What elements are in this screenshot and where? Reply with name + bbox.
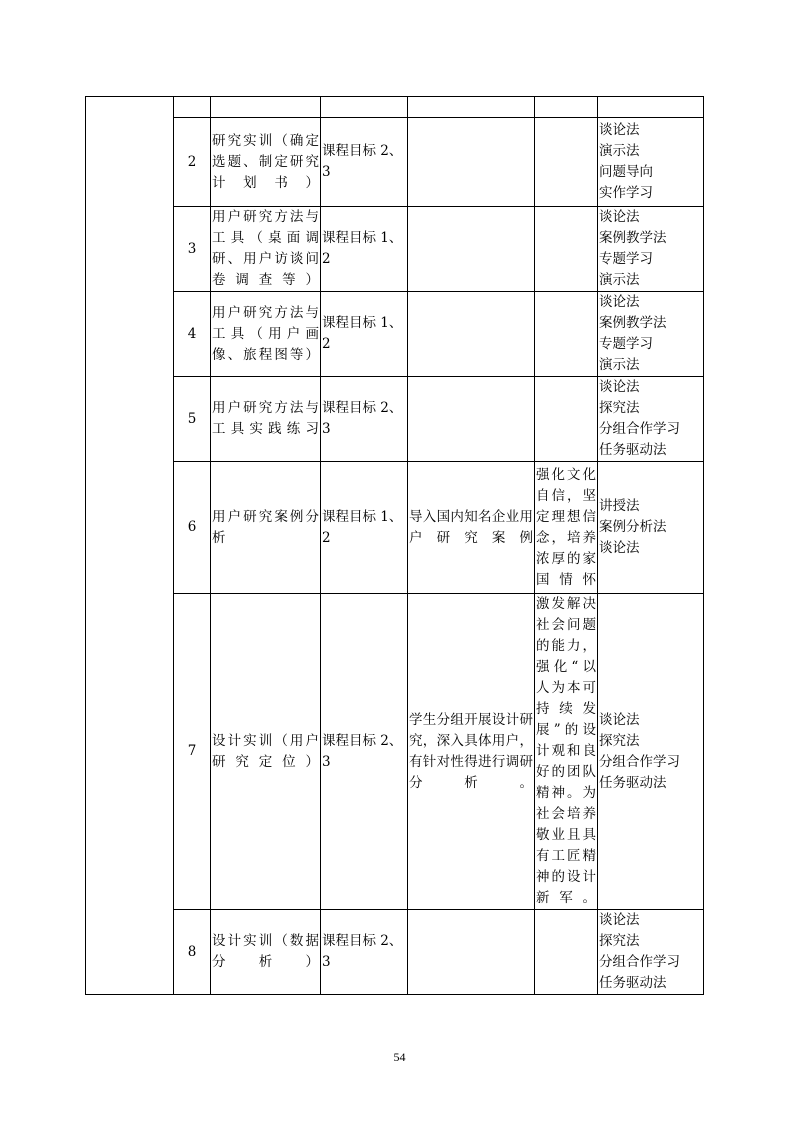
row-number: 8 bbox=[174, 910, 211, 995]
topic-cell: 研究实训（确定选题、制定研究计划书） bbox=[211, 118, 321, 207]
table-row bbox=[86, 594, 704, 910]
row-number: 7 bbox=[174, 594, 211, 910]
methods-cell: 谈论法 案例教学法 专题学习 演示法 bbox=[598, 207, 704, 292]
topic-cell bbox=[211, 97, 321, 118]
table-row bbox=[86, 207, 704, 292]
methods-cell: 谈论法 探究法 分组合作学习 任务驱动法 bbox=[598, 594, 704, 910]
ideology-cell bbox=[535, 377, 598, 462]
ideology-cell: 强化文化自信，坚定理想信念，培养浓厚的家国情怀 bbox=[535, 462, 598, 594]
ideology-cell bbox=[535, 118, 598, 207]
table-row bbox=[86, 377, 704, 462]
row-number: 5 bbox=[174, 377, 211, 462]
table-row bbox=[86, 462, 704, 594]
row-number: 2 bbox=[174, 118, 211, 207]
methods-cell: 谈论法 演示法 问题导向 实作学习 bbox=[598, 118, 704, 207]
target-cell: 课程目标 2、3 bbox=[321, 594, 408, 910]
topic-cell: 用户研究方法与工具（用户画像、旅程图等） bbox=[211, 292, 321, 377]
topic-cell: 设计实训（用户研究定位） bbox=[211, 594, 321, 910]
target-cell: 课程目标 1、2 bbox=[321, 462, 408, 594]
merged-left-cell bbox=[86, 97, 174, 995]
ideology-cell bbox=[535, 910, 598, 995]
target-cell: 课程目标 2、3 bbox=[321, 377, 408, 462]
row-number bbox=[174, 97, 211, 118]
table-row bbox=[86, 118, 704, 207]
methods-cell: 谈论法 探究法 分组合作学习 任务驱动法 bbox=[598, 377, 704, 462]
topic-cell: 用户研究方法与工具实践练习 bbox=[211, 377, 321, 462]
content-cell bbox=[408, 910, 535, 995]
content-cell bbox=[408, 118, 535, 207]
methods-cell: 谈论法 探究法 分组合作学习 任务驱动法 bbox=[598, 910, 704, 995]
content-cell: 学生分组开展设计研究，深入具体用户，有针对性得进行调研分析。 bbox=[408, 594, 535, 910]
methods-cell: 谈论法 案例教学法 专题学习 演示法 bbox=[598, 292, 704, 377]
ideology-cell bbox=[535, 207, 598, 292]
table-row bbox=[86, 292, 704, 377]
page-number: 54 bbox=[393, 1050, 406, 1064]
topic-cell: 用户研究方法与工具（桌面调研、用户访谈问卷调查等） bbox=[211, 207, 321, 292]
content-cell bbox=[408, 292, 535, 377]
target-cell: 课程目标 2、3 bbox=[321, 910, 408, 995]
content-cell bbox=[408, 207, 535, 292]
target-cell: 课程目标 1、2 bbox=[321, 207, 408, 292]
target-cell: 课程目标 1、2 bbox=[321, 292, 408, 377]
content-cell: 导入国内知名企业用户研究案例 bbox=[408, 462, 535, 594]
target-cell bbox=[321, 97, 408, 118]
methods-cell bbox=[598, 97, 704, 118]
content-cell bbox=[408, 377, 535, 462]
table-row bbox=[86, 910, 704, 995]
row-number: 6 bbox=[174, 462, 211, 594]
ideology-cell bbox=[535, 97, 598, 118]
table-row bbox=[86, 97, 704, 118]
content-cell bbox=[408, 97, 535, 118]
topic-cell: 设计实训（数据分析） bbox=[211, 910, 321, 995]
ideology-cell: 激发解决社会问题的能力，强化“以人为本可持续发展”的设计观和良好的团队精神。为社会培养敬业且具有工匠精神的设计新军。 bbox=[535, 594, 598, 910]
row-number: 3 bbox=[174, 207, 211, 292]
target-cell: 课程目标 2、3 bbox=[321, 118, 408, 207]
topic-cell: 用户研究案例分析 bbox=[211, 462, 321, 594]
ideology-cell bbox=[535, 292, 598, 377]
row-number: 4 bbox=[174, 292, 211, 377]
course-schedule-table bbox=[85, 96, 704, 995]
methods-cell: 讲授法 案例分析法 谈论法 bbox=[598, 462, 704, 594]
